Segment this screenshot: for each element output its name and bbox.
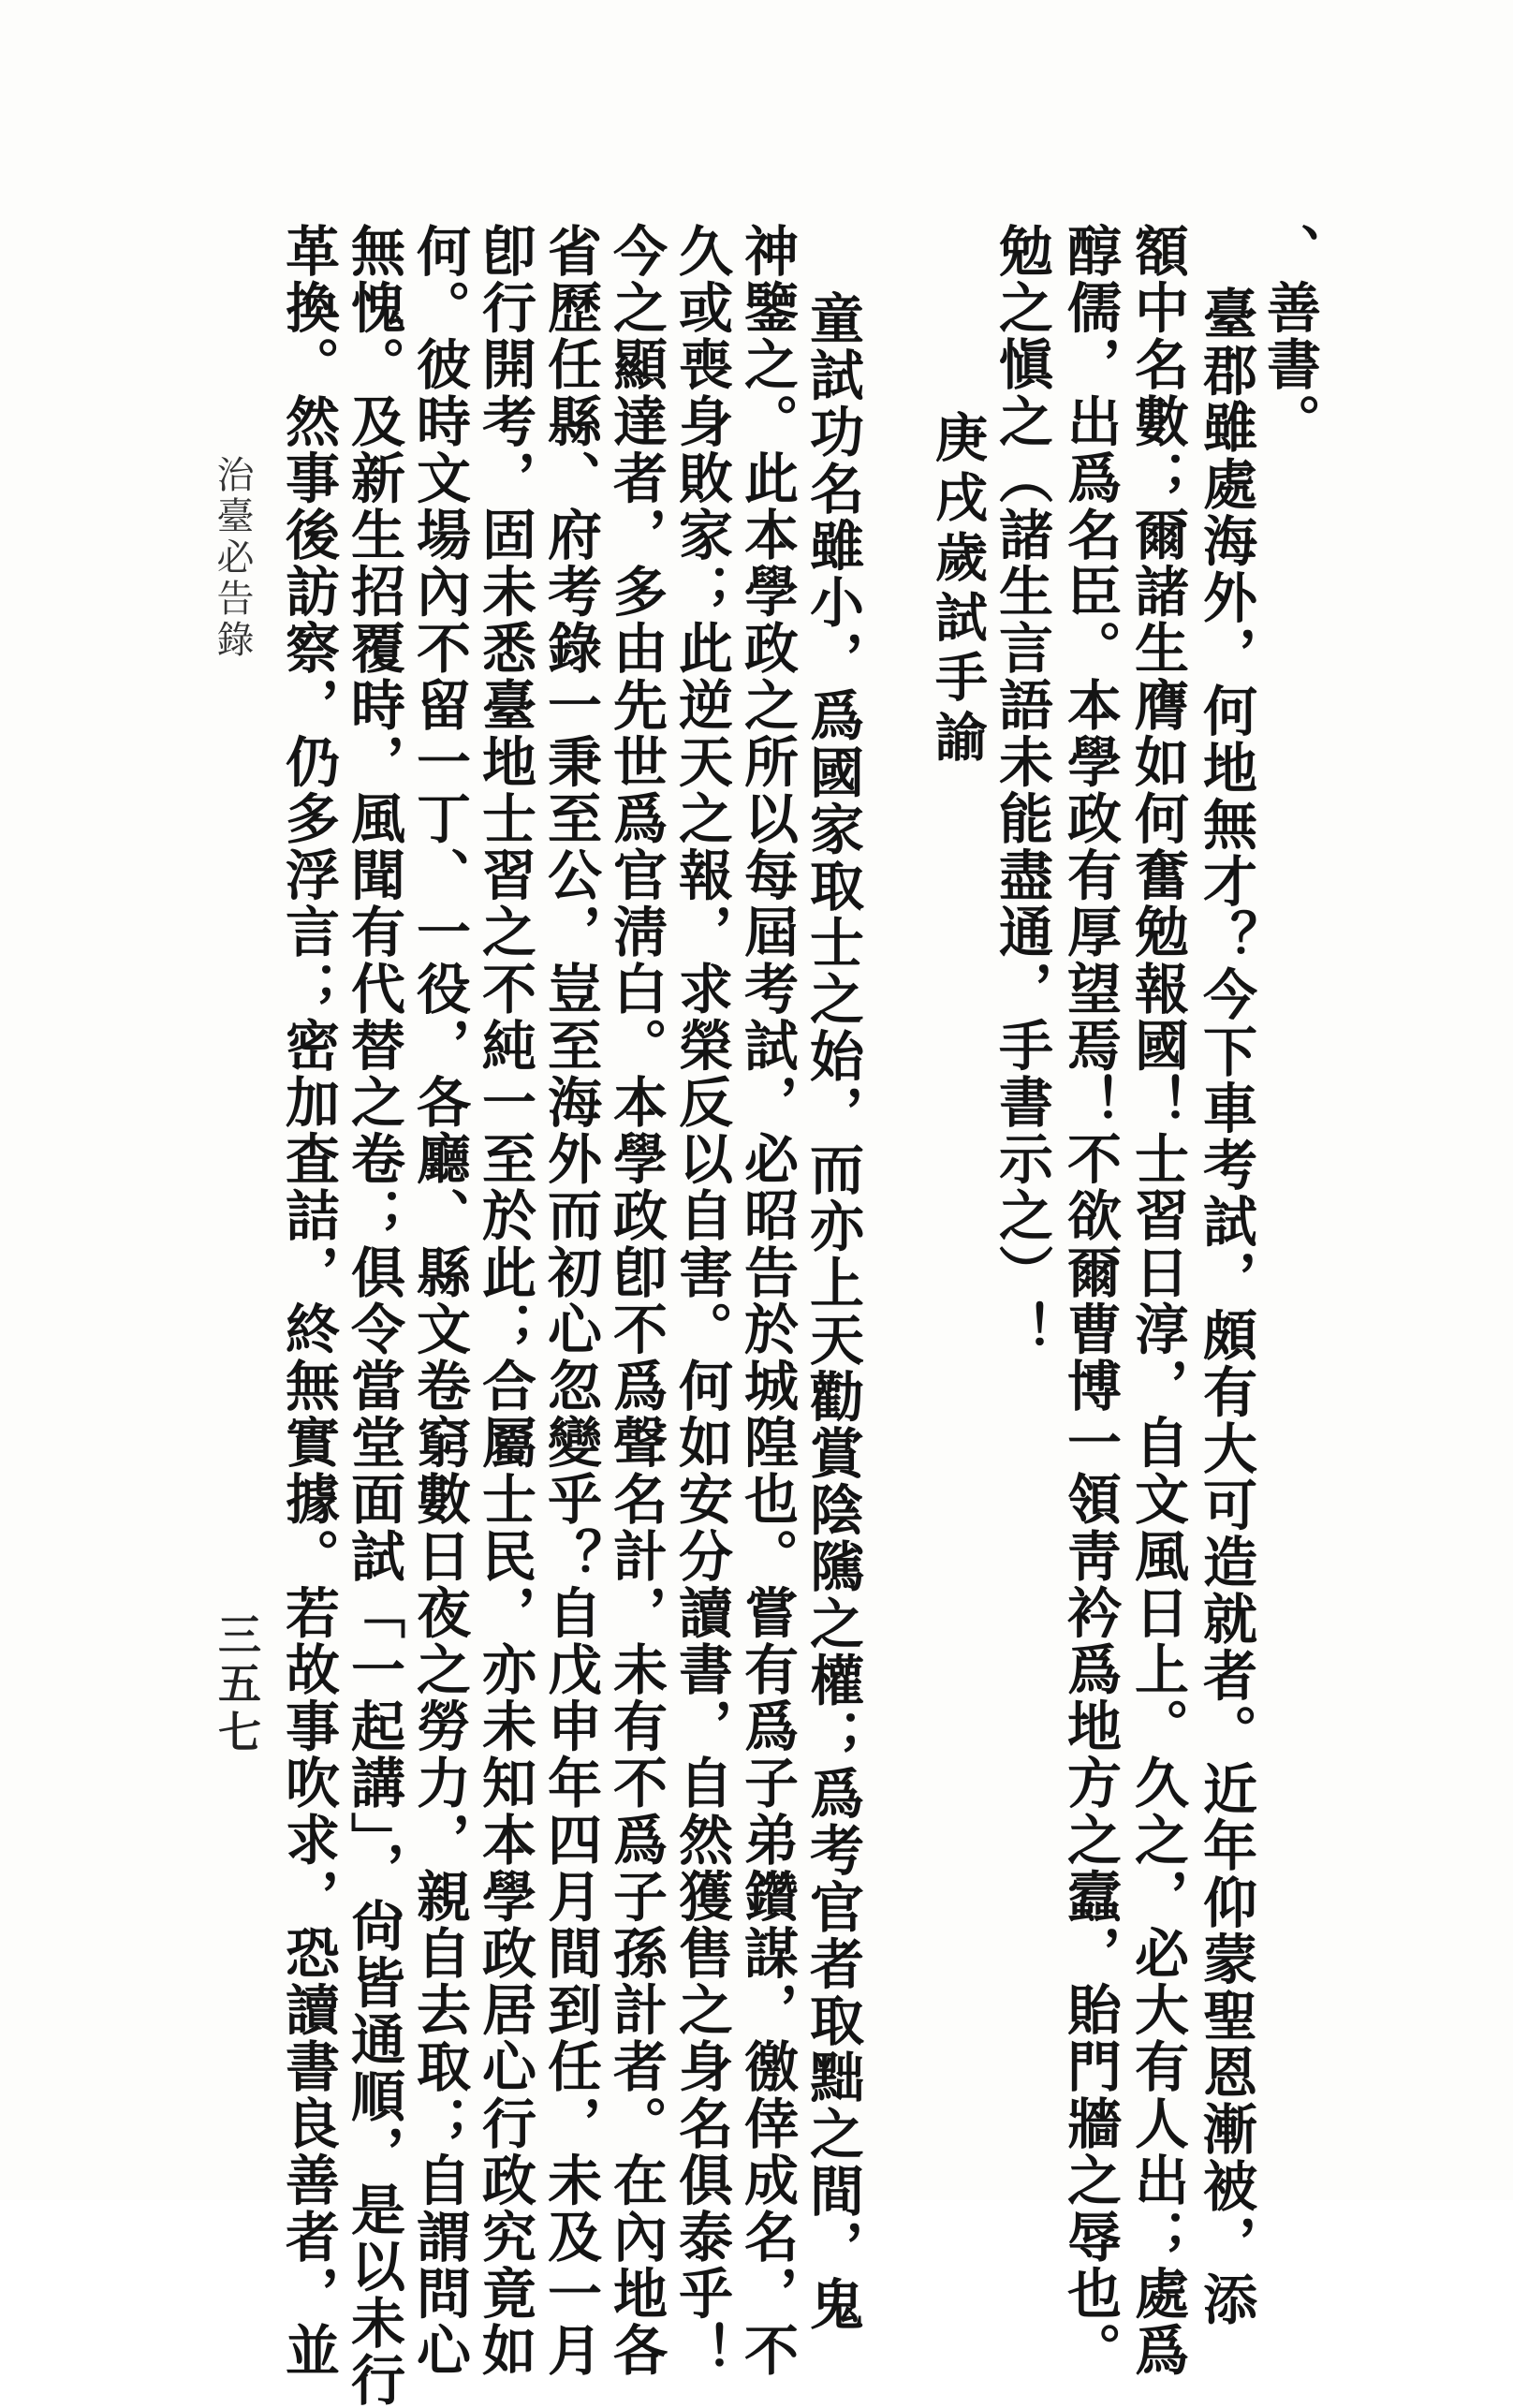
- running-title: 治臺必告錄: [211, 455, 254, 661]
- body-line-6: 卽行開考，固未悉臺地士習之不純一至於此；合屬士民，亦未知本學政居心行政究竟如: [473, 223, 536, 2379]
- body-line-3: 久或喪身敗家；此逆天之報，求榮反以自害。何如安分讀書，自然獲售之身名俱泰乎！: [669, 223, 733, 2379]
- body-line-9: 革換。然事後訪察，仍多浮言；密加査詰，終無實據。若故事吹求，恐讀書良善者，並: [276, 223, 340, 2379]
- text-line-1: 、善書。: [1257, 223, 1321, 450]
- page-number: 三五七: [212, 1612, 262, 1758]
- text-line-2: 臺郡雖處海外，何地無才？今下車考試，頗有大可造就者。近年仰蒙聖恩漸被，添: [1194, 286, 1257, 2328]
- body-line-2: 神鑒之。此本學政之所以每屆考試，必昭告於城隍也。嘗有爲子弟鑽謀，徼倖成名，不: [735, 223, 799, 2379]
- text-line-3: 額中名數；爾諸生膺如何奮勉報國！士習日淳，自文風日上。久之，必大有人出；處爲: [1125, 223, 1189, 2379]
- text-line-4: 醇儒，出爲名臣。本學政有厚望焉！不欲爾曹博一領靑衿爲地方之蠧，貽門牆之辱也。: [1058, 223, 1122, 2379]
- body-line-8: 無愧。及新生招覆時，風聞有代替之卷；俱令當堂面試「一起講」，尙皆通順，是以未行: [342, 223, 405, 2408]
- body-line-5: 省歷任縣、府考錄一秉至公，豈至海外而初心忽變乎？自戊申年四月間到任，未及一月: [538, 223, 602, 2379]
- body-line-4: 今之顯達者，多由先世爲官淸白。本學政卽不爲聲名計，未有不爲子孫計者。在內地各: [604, 223, 668, 2379]
- text-line-5: 勉之愼之（諸生言語未能盡通，手書示之）！: [990, 223, 1053, 1358]
- body-line-7: 何。彼時文場內不留一丁、一役，各廳、縣文卷窮數日夜之勞力，親自去取；自謂問心: [407, 223, 471, 2379]
- section-heading: 庚戌歲試手諭: [927, 410, 988, 770]
- body-line-1: 童試功名雖小，爲國家取士之始，而亦上天勸賞陰隲之權；爲考官者取黜之間，鬼: [801, 290, 864, 2333]
